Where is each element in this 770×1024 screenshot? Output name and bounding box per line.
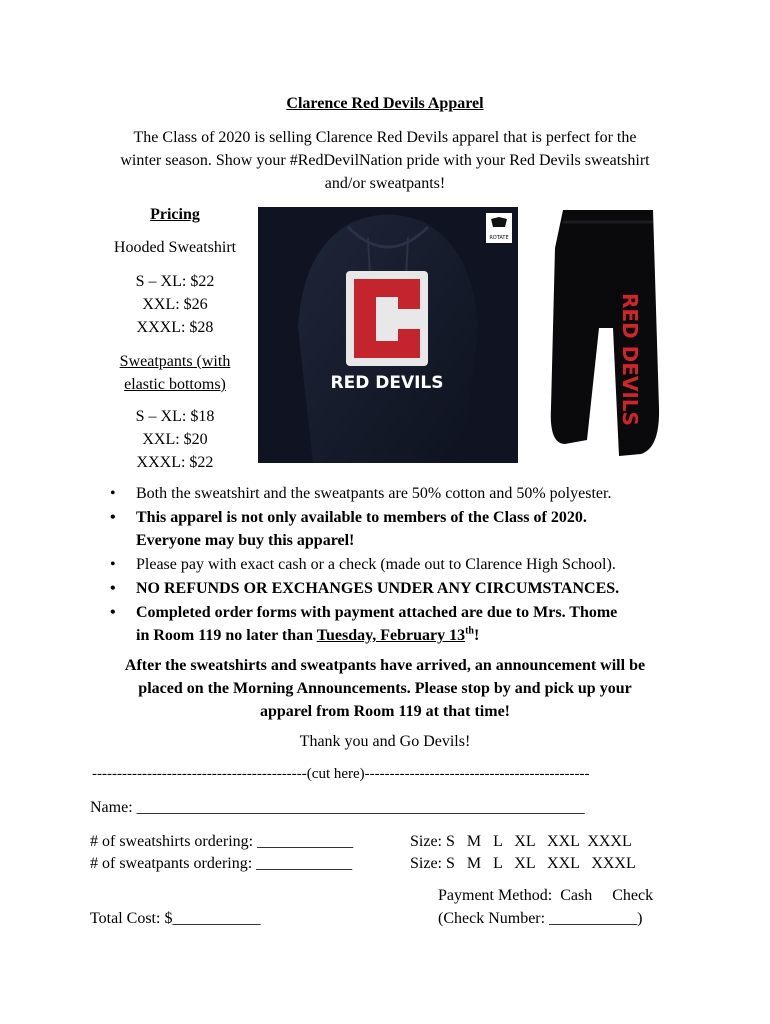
pants-price: XXL: $20 (142, 431, 208, 448)
hoodie-label: Hooded Sweatshirt (113, 239, 237, 256)
pants-label: elastic bottoms) (124, 376, 226, 393)
list-item: • Completed order forms with payment attached are due to Mrs. Thome in Room 119 no later than Tuesday, February 13th! (110, 601, 690, 647)
payment-method-options[interactable]: Payment Method: Cash Check (438, 887, 654, 904)
pants-print-text: RED DEVILS (618, 293, 642, 426)
sweatshirt-size-options[interactable]: Size: S M L XL XXL XXXL (410, 833, 632, 850)
intro-paragraph (85, 126, 685, 195)
hoodie-price: XXXL: $28 (136, 319, 214, 336)
list-item: • Both the sweatshirt and the sweatpants are 50% cotton and 50% polyester. (110, 482, 690, 505)
sweatshirts-quantity-field[interactable]: # of sweatshirts ordering: ____________ (90, 833, 354, 850)
bullet-icon: • (110, 556, 116, 573)
list-item: • NO REFUNDS OR EXCHANGES UNDER ANY CIRCUMSTANCES. (110, 577, 690, 600)
pricing-section (95, 203, 255, 474)
hoodie-price: S – XL: $22 (135, 273, 215, 290)
pants-price: S – XL: $18 (135, 408, 215, 425)
sweatpants-quantity-field[interactable]: # of sweatpants ordering: ____________ (90, 855, 353, 872)
due-date: Tuesday, February 13 (316, 627, 466, 644)
intro-line: winter season. Show your #RedDevilNation pride with your Red Devils sweatshirt (120, 152, 650, 169)
hoodie-image (258, 207, 518, 463)
pants-label: Sweatpants (with (119, 353, 231, 370)
hoodie-price: XXL: $26 (142, 296, 208, 313)
hoodie-print-text: RED DEVILS (330, 373, 444, 393)
total-cost-field[interactable]: Total Cost: $___________ (90, 910, 261, 927)
page-title: Clarence Red Devils Apparel (286, 95, 484, 112)
pants-price: XXXL: $22 (136, 454, 214, 471)
intro-line: and/or sweatpants! (324, 175, 446, 192)
thanks-text: Thank you and Go Devils! (299, 733, 471, 750)
bullet-icon: • (110, 509, 116, 526)
list-item: • This apparel is not only available to members of the Class of 2020. Everyone may buy this apparel! (110, 506, 690, 552)
name-field[interactable]: Name: ________________________________________________________ (90, 799, 585, 816)
rotate-icon-label: ROTATE (489, 235, 509, 241)
bullet-icon: • (110, 604, 116, 621)
pickup-notice: After the sweatshirts and sweatpants have arrived, an announcement will be placed on the Morning Announcements. Please stop by and pick up your apparel from Room 119 at that time! (124, 657, 646, 720)
cut-here-line: -------------------------------------------(cut here)--------------------------------------------- (92, 766, 590, 782)
sweatpants-image (541, 208, 662, 462)
pricing-heading: Pricing (150, 206, 200, 223)
info-bullet-list (110, 482, 690, 648)
bullet-icon: • (110, 485, 116, 502)
list-item: • Please pay with exact cash or a check (made out to Clarence High School). (110, 553, 690, 576)
bullet-icon: • (110, 580, 116, 597)
sweatpants-size-options[interactable]: Size: S M L XL XXL XXXL (410, 855, 636, 872)
check-number-field[interactable]: (Check Number: ___________) (438, 910, 643, 927)
intro-line: The Class of 2020 is selling Clarence Red Devils apparel that is perfect for the (133, 129, 637, 146)
